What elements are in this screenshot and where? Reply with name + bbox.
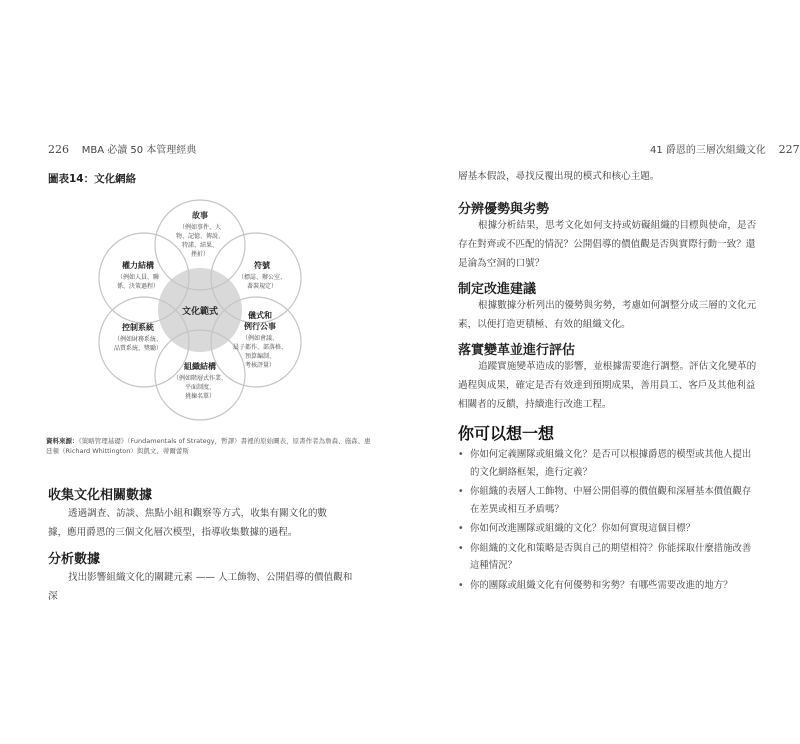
section-body-strengths: 根據分析結果，思考文化如何支持或妨礙組織的目標與使命，是否存在對齊或不匹配的情況？公開倡導的價值觀是否與實際行動一致？還是淪為空洞的口號？: [458, 220, 757, 269]
section-heading-implement: 落實變革並進行評估: [458, 343, 576, 358]
list-item: • 你如何定義團隊或組織文化？是否可以根據爵恩的模型或其他人提出的文化網絡框架，進行定義？: [458, 446, 758, 481]
node-title-power: 權力結構: [122, 261, 154, 270]
center-label: 文化範式: [181, 307, 219, 317]
node-title-rituals: 儀式和: [248, 311, 272, 320]
left-running-head: [48, 141, 196, 156]
section-heading-strengths: 分辨優勢與劣勢: [458, 202, 550, 217]
section-heading-recommend: 制定改進建議: [458, 282, 537, 297]
node-line: （例如人員、聯: [116, 274, 160, 281]
node-line: （例如階層式作業、: [172, 375, 228, 382]
node-line: 平面制度、: [184, 384, 216, 391]
figure-title: 圖表14：文化網絡: [48, 173, 137, 185]
node-line: 物、記憶、傳說、: [175, 233, 225, 240]
left-page-number: 226: [48, 143, 69, 156]
node-line: （標誌、辦公室、: [237, 274, 287, 281]
list-item: • 你組織的表層人工飾物、中層公開倡導的價值觀和深層基本價值觀存在差異或相互矛盾嗎？: [458, 483, 758, 518]
source-label: 資料來源：: [46, 437, 79, 445]
list-item: • 你組織的文化和策略是否與自己的期望相符？你能採取什麼措施改善這種情況？: [458, 540, 758, 575]
source-text: 《策略管理基礎》（Fundamentals of Strategy，暫譯）書裡的原始圖表，原書作者為詹森、施森、惠廷頓（Richard Whittington）與凱文、蒂爾蕾斯: [46, 437, 371, 455]
node-line: 考核評量）: [244, 362, 276, 369]
list-item: • 你的團隊或組織文化有何優勢和劣勢？有哪些需要改進的地方？: [458, 577, 758, 595]
right-page-number: 227: [778, 143, 800, 156]
node-line: （例如會議、: [241, 335, 279, 342]
node-title-structure: 組織結構: [184, 362, 216, 371]
section-body-recommend: 根據數據分析列出的優勢與劣勢，考慮如何調整分成三層的文化元素，以便打造更積極、有效的組織文化。: [458, 300, 757, 330]
section-body-implement: 追蹤實施變革造成的影響，並根據需要進行調整。評估文化變革的過程與成果，確定是否有效達到預期成果，善用員工、客戶及其他利益相關者的反饋，持續進行改進工程。: [458, 361, 757, 410]
node-line: 預算編制、: [244, 353, 276, 360]
node-title-rituals-2: 例行公事: [244, 322, 276, 331]
node-line: （例如財務系統、: [113, 336, 163, 343]
figure-source: [46, 436, 376, 456]
section-heading-collect: 收集文化相關數據: [48, 488, 153, 503]
think-heading: 你可以想一想: [458, 424, 555, 443]
node-title-symbols: 符號: [254, 261, 270, 270]
section-body-analyze: 找出影響組織文化的關鍵元素 —— 人工飾物、公開倡導的價值觀和深: [48, 572, 353, 602]
node-line: 挫折）: [190, 251, 210, 258]
right-chapter-title: 41 爵恩的三層次組織文化: [650, 145, 766, 156]
section-heading-analyze: 分析數據: [48, 552, 101, 567]
node-line: 係、決策過程）: [116, 283, 160, 290]
culture-web-diagram: [80, 192, 320, 428]
node-line: 挑揀名單）: [184, 393, 216, 400]
left-book-title: MBA 必讀 50 本管理經典: [81, 145, 197, 156]
node-title-control: 控制系統: [122, 323, 154, 332]
node-title-story: 故事: [192, 211, 208, 220]
node-line: 特諾、結果、: [181, 242, 219, 249]
node-line: 晨子都作、部落格、: [232, 344, 288, 351]
continuation-text: 層基本假設，尋找反覆出現的模式和核心主題。: [458, 171, 660, 182]
node-line: 品質系統、獎勵）: [113, 345, 163, 352]
node-line: （例如事件、人: [178, 224, 222, 231]
node-line: 著裝規定）: [246, 283, 278, 290]
question-list: [458, 446, 758, 596]
right-running-head: [650, 141, 800, 156]
list-item: • 你如何改進團隊或組織的文化？你如何實現這個目標？: [458, 520, 758, 538]
section-body-collect: 透過調查、訪談、焦點小組和觀察等方式，收集有關文化的數據，應用爵恩的三個文化層次模型，指導收集數據的過程。: [48, 508, 328, 538]
